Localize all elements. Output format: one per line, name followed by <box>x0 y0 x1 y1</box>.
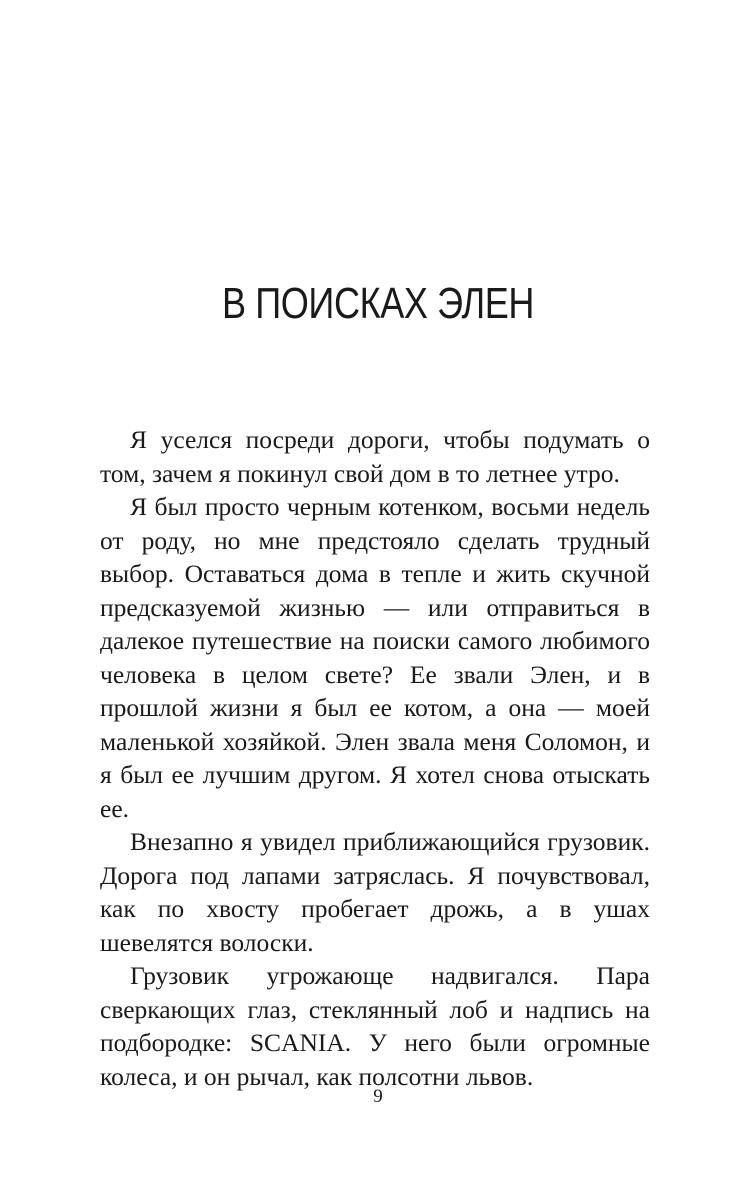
paragraph-1: Я уселся посреди дороги, чтобы подумать о том, зачем я покинул свой дом в то летнее утро. <box>100 425 650 488</box>
paragraph-3: Внезапно я увидел приближающийся грузовик. Дорога под лапами затряслась. Я почувствовал, как по хвосту пробегает дрожь, а в ушах шевелятся волоски. <box>100 827 650 957</box>
paragraph-2: Я был просто черным котенком, восьми недель от роду, но мне предстояло сделать трудный выбор. Оставаться дома в тепле и жить скучной предсказуемой жизнью — или отправиться в далекое путешествие на поиски самого любимого человека в целом свете? Ее звали Элен, и в прошлой жизни я был ее котом, а она — моей маленькой хозяйкой. Элен звала меня Соломон, и я был ее лучшим другом. Я хотел снова отыскать ее. <box>100 492 650 823</box>
page-number: 9 <box>373 1086 383 1107</box>
paragraph-4: Грузовик угрожающе надвигался. Пара сверкающих глаз, стеклянный лоб и надпись на подбородке: SCANIA. У него были огромные колеса, и он рычал, как полсотни львов. <box>100 961 650 1091</box>
body-text <box>100 423 650 1093</box>
chapter-title: В ПОИСКАХ ЭЛЕН <box>221 279 535 328</box>
